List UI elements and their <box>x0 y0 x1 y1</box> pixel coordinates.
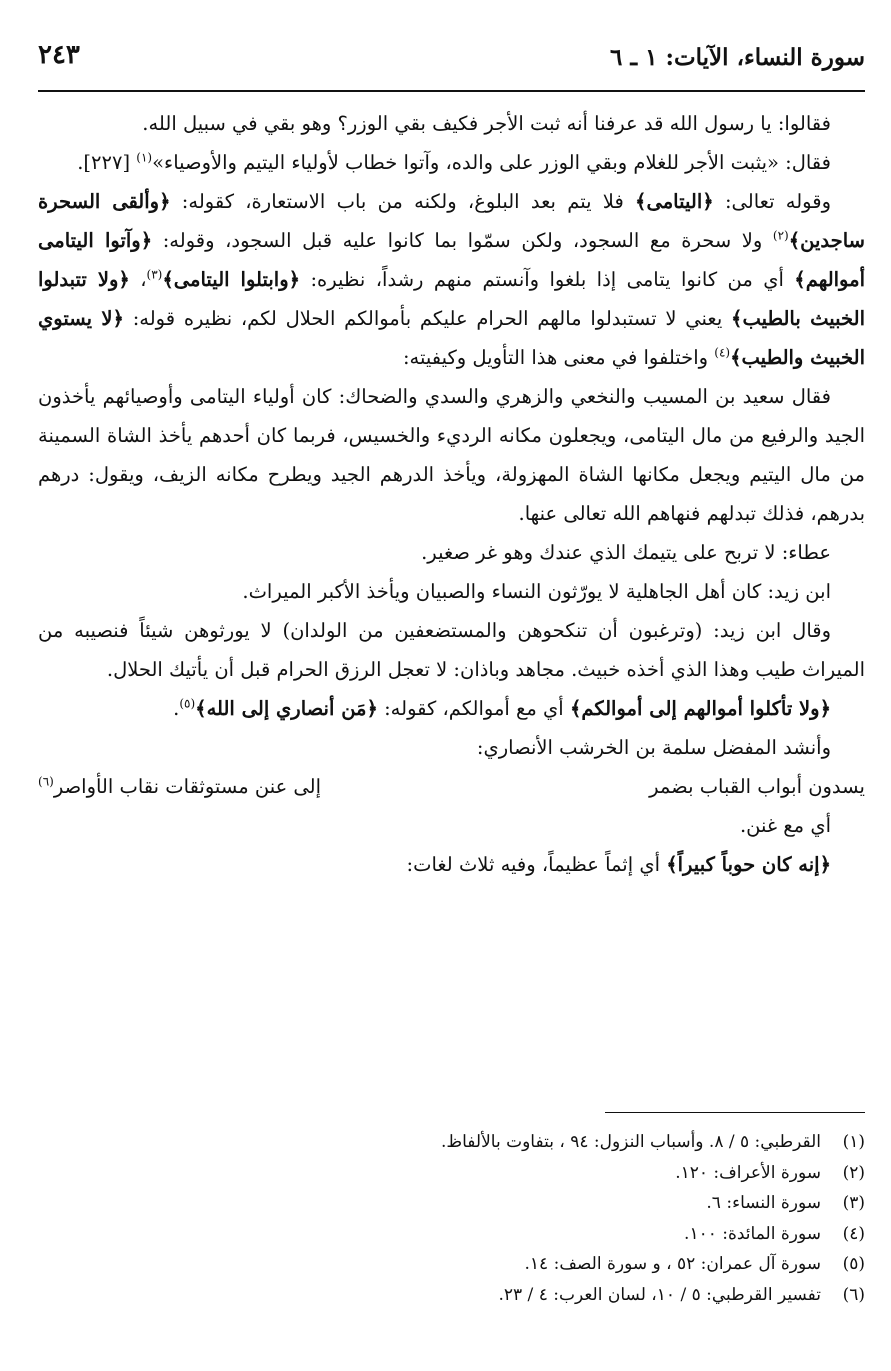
footnote: (٣) سورة النساء: ٦. <box>706 1193 865 1213</box>
footnote: (٢) سورة الأعراف: ١٢٠. <box>675 1162 865 1183</box>
footnote: (٥) سورة آل عمران: ٥٢ ، و سورة الصف: ١٤. <box>524 1254 865 1274</box>
quran-quote: ﴿وآتوا اليتامى أموالهم﴾ <box>38 229 865 291</box>
paragraph: فقالوا: يا رسول الله قد عرفنا أنه ثبت الأجر فكيف بقي الوزر؟ وهو بقي في سبيل الله. <box>142 112 831 135</box>
footnote: (٦) تفسير القرطبي: ٥ / ١٠، لسان العرب: ٤ / ٢٣. <box>498 1284 865 1305</box>
quran-quote: ﴿لا يستوي الخبيث والطيب﴾ <box>38 307 865 369</box>
paragraph: عطاء: لا تربح على يتيمك الذي عندك وهو غر صغير. <box>421 541 831 564</box>
quran-quote: ﴿اليتامى﴾ <box>635 190 714 213</box>
paragraph: ﴿ولا تأكلوا أموالهم إلى أموالكم﴾ أي مع أموالكم، كقوله: ﴿مَن أنصاري إلى الله﴾$^{(٥)}$. <box>173 696 831 720</box>
page-header <box>38 40 865 92</box>
footnote-ref: (٢) <box>772 228 789 243</box>
quran-quote: ﴿إنه كان حوباً كبيراً﴾ <box>666 853 831 876</box>
footnote-ref: (٥) <box>179 696 196 711</box>
quran-quote: ﴿وألقى السحرة ساجدين﴾ <box>38 190 865 252</box>
paragraph: فقال سعيد بن المسيب والنخعي والزهري والسدي والضحاك: كان أولياء اليتامى وأوصيائهم يأخذون الجيد والرفيع من مال اليتامى، ويجعلون مكانه الرديء والخسيس، فربما كان أحدهم يأخذ الشاة السمينة من مال اليتيم ويجعل مكانها الشاة المهزولة، ويأخذ الدرهم الجيد ويطرح مكانه الزيف، ويقول: درهم بدرهم، فذلك تبدلهم فنهاهم الله تعالى عنها. <box>38 385 865 525</box>
footnotes <box>38 1127 865 1310</box>
footnote: (١) القرطبي: ٥ / ٨. وأسباب النزول: ٩٤ ، بتفاوت بالألفاظ. <box>441 1132 865 1152</box>
paragraph: فقال: «يثبت الأجر للغلام وبقي الوزر على والده، وآتوا خطاب لأولياء اليتيم والأوصياء»$^{(١)}$ [٢٢٧]. <box>77 150 831 174</box>
verse-second-hemistich: إلى عنن مستوثقات نقاب الأواصر$^{(٦)}$ <box>38 774 322 798</box>
footnote: (٤) سورة المائدة: ١٠٠. <box>684 1223 865 1244</box>
poetry-verse <box>38 767 865 806</box>
quran-quote: ﴿وابتلوا اليتامى﴾ <box>162 268 301 291</box>
page-number: ٢٤٣ <box>38 40 80 70</box>
quran-quote: ﴿مَن أنصاري إلى الله﴾ <box>195 697 378 720</box>
footnote-ref: (٣) <box>146 267 163 282</box>
main-text <box>38 104 865 884</box>
paragraph: أي مع غنن. <box>739 814 831 837</box>
footnote-ref: (٦) <box>38 774 54 789</box>
verse-first-hemistich: يسدون أبواب القباب بضمر <box>649 775 865 798</box>
paragraph: ابن زيد: كان أهل الجاهلية لا يورّثون النساء والصبيان ويأخذ الأكبر الميراث. <box>242 580 831 603</box>
quran-quote: ﴿ولا تأكلوا أموالهم إلى أموالكم﴾ <box>569 697 831 720</box>
footnote-ref: (٤) <box>714 345 731 360</box>
footnote-separator <box>605 1112 865 1113</box>
paragraph: ﴿إنه كان حوباً كبيراً﴾ أي إثماً عظيماً، وفيه ثلاث لغات: <box>406 853 831 876</box>
paragraph: وأنشد المفضل سلمة بن الخرشب الأنصاري: <box>476 736 831 759</box>
running-title: سورة النساء، الآيات: ١ ـ ٦ <box>610 44 865 71</box>
footnote-ref: (١) <box>136 150 153 165</box>
paragraph: وقوله تعالى: ﴿اليتامى﴾ فلا يتم بعد البلوغ، ولكنه من باب الاستعارة، كقوله: ﴿وألقى السحرة ساجدين﴾$^{(٢)}$ ولا سحرة مع السجود، ولكن سمّوا بما كانوا عليه قبل السجود، وقوله: ﴿وآتوا اليتامى أموالهم﴾ أي من كانوا يتامى إذا بلغوا وآنستم منهم رشداً، نظيره: ﴿وابتلوا اليتامى﴾$^{(٣)}$، ﴿ولا تتبدلوا الخبيث بالطيب﴾ يعني لا تستبدلوا مالهم الحرام عليكم بأموالكم الحلال لكم، نظيره قوله: ﴿لا يستوي الخبيث والطيب﴾$^{(٤)}$ واختلفوا في معنى هذا التأويل وكيفيته: <box>38 190 865 369</box>
quran-quote: ﴿ولا تتبدلوا الخبيث بالطيب﴾ <box>38 268 865 330</box>
paragraph: وقال ابن زيد: (وترغبون أن تنكحوهن والمستضعفين من الولدان) لا يورثوهن شيئاً فنصيبه من الميراث طيب وهذا الذي أخذه خبيث. مجاهد وباذان: لا تعجل الرزق الحرام قبل أن يأتيك الحلال. <box>38 619 865 681</box>
